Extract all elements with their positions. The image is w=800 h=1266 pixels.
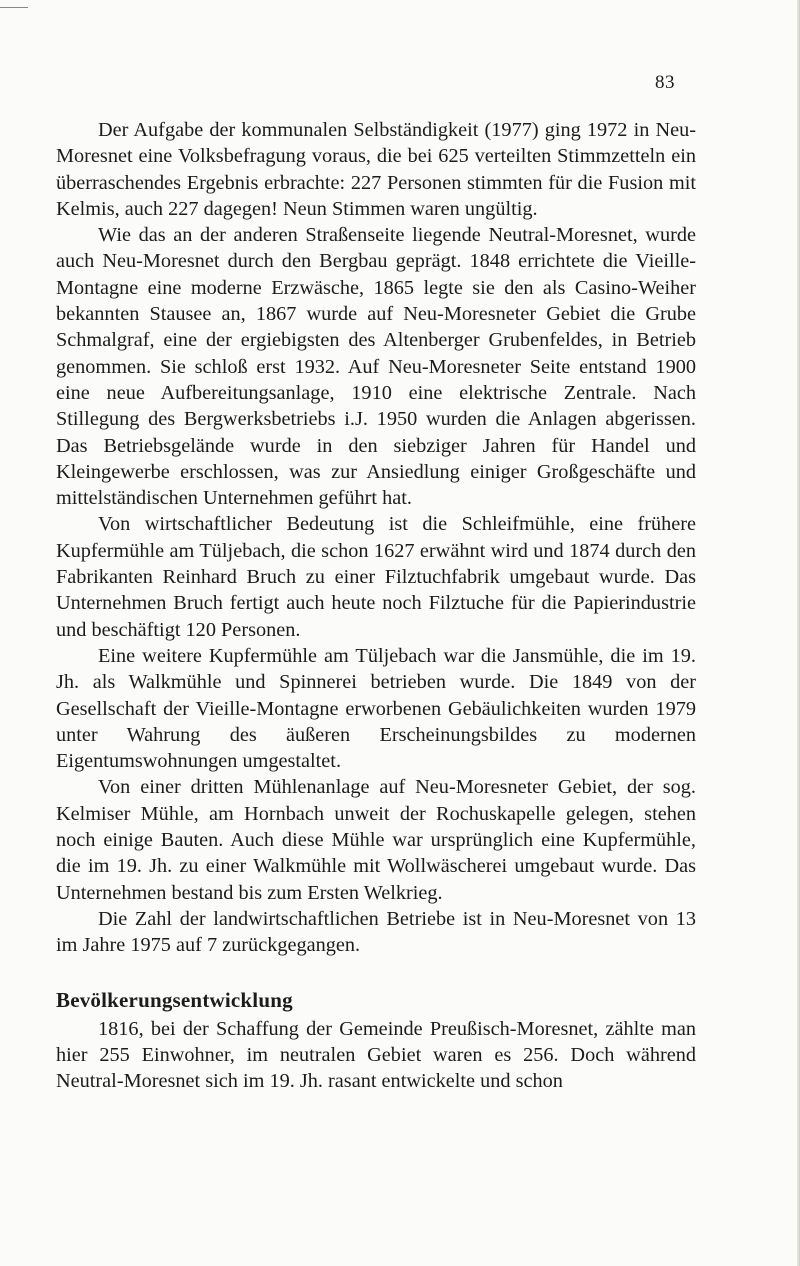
section-heading: Bevölkerungsentwicklung [56,987,293,1012]
paragraph-mining: Wie das an der anderen Straßenseite liegende Neutral-Moresnet, wurde auch Neu-Moresnet durch den Bergbau geprägt. 1848 errichtete die Vieille-Montagne eine moderne Erzwäsche, 1865 legte sie den als Casino-Weiher bekannten Stausee an, 1867 wurde auf Neu-Moresneter Gebiet die Grube Schmalgraf, eine der ergiebigsten des Altenberger Grubenfeldes, in Betrieb genommen. Sie schloß erst 1932. Auf Neu-Moresneter Seite entstand 1900 eine neue Aufbereitungsanlage, 1910 eine elektrische Zentrale. Nach Stillegung des Bergwerksbetriebs i.J. 1950 wurden die Anlagen abgerissen. Das Betriebsgelände wurde in den siebziger Jahren für Handel und Kleingewerbe erschlossen, was zur Ansiedlung einiger Großgeschäfte und mittelständischen Unternehmen geführt hat. [56,224,696,510]
scan-corner-mark [0,7,28,8]
paragraph-jansmuehle: Eine weitere Kupfermühle am Tüljebach war die Jansmühle, die im 19. Jh. als Walkmühle und Spinnerei betrieben wurde. Die 1849 von der Gesellschaft der Vieille-Montagne erworbenen Gebäulichkeiten wurden 1979 unter Wahrung des äußeren Erscheinungsbildes zu modernen Eigentumswohnungen umgestaltet. [56,644,696,773]
page-number: 83 [655,72,675,93]
paragraph-agriculture: Die Zahl der landwirtschaftlichen Betriebe ist in Neu-Moresnet von 13 im Jahre 1975 auf 7 zurückgegangen. [56,907,696,957]
body-text [56,117,696,1094]
paragraph-schleifmuehle: Von wirtschaftlicher Bedeutung ist die Schleifmühle, eine frühere Kupfermühle am Tüljebach, die schon 1627 erwähnt wird und 1874 durch den Fabrikanten Reinhard Bruch zu einer Filztuchfabrik umgebaut wurde. Das Unternehmen Bruch fertigt auch heute noch Filztuche für die Papierindustrie und beschäftigt 120 Personen. [56,513,696,641]
paragraph-kelmiser-muehle: Von einer dritten Mühlenanlage auf Neu-Moresneter Gebiet, der sog. Kelmiser Mühle, am Hornbach unweit der Rochuskapelle gelegen, stehen noch einige Bauten. Auch diese Mühle war ursprünglich eine Kupfermühle, die im 19. Jh. zu einer Walkmühle mit Wollwäscherei umgebaut wurde. Das Unternehmen bestand bis zum Ersten Welkrieg. [56,776,696,904]
paragraph-population: 1816, bei der Schaffung der Gemeinde Preußisch-Moresnet, zählte man hier 255 Einwohner, im neutralen Gebiet waren es 256. Doch während Neutral-Moresnet sich im 19. Jh. rasant entwickelte und schon [56,1017,696,1093]
paragraph-referendum: Der Aufgabe der kommunalen Selbständigkeit (1977) ging 1972 in Neu-Moresnet eine Volksbefragung voraus, die bei 625 verteilten Stimmzetteln ein überraschendes Ergebnis erbrachte: 227 Personen stimmten für die Fusion mit Kelmis, auch 227 dagegen! Neun Stimmen waren ungültig. [56,119,696,220]
